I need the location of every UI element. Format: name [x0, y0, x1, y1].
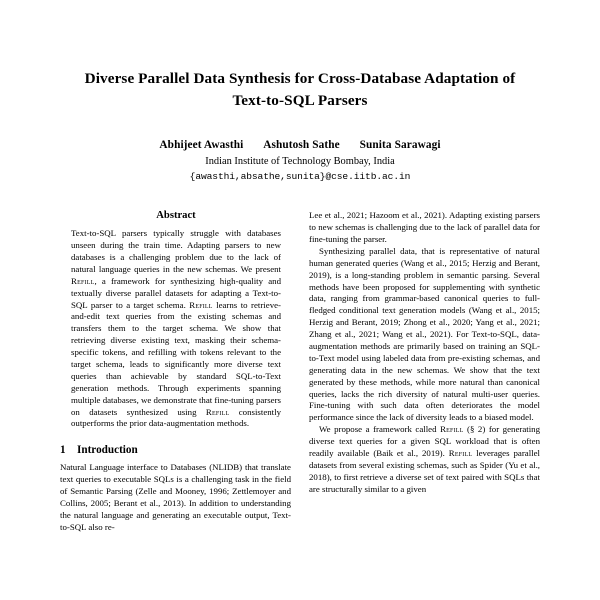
- acronym-refill: Refill: [205, 406, 230, 417]
- left-column: [60, 210, 291, 533]
- introduction-paragraph: Natural Language interface to Databases (NLIDB) that translate text queries to executable SQLs is a challenging task in the field of Semantic Parsing (Zelle and Mooney, 1996; Zettlemoyer and Collins, 2005; Berant et al., 2013). In addition to understanding the natural language and generating an executable output, Text-to-SQL also re-: [60, 462, 291, 532]
- author-3: Sunita Sarawagi: [359, 139, 441, 152]
- abstract-section: [60, 210, 291, 430]
- author-email: {awasthi,absathe,sunita}@cse.iitb.ac.in: [189, 171, 411, 183]
- body-columns: [60, 210, 540, 533]
- right-paragraph-2: Synthesizing parallel data, that is representative of natural human generated queries (Wang et al., 2015; Herzig and Berant, 2019), is a long-standing problem in semantic parsing. Several methods have been proposed for supplementing with synthetic data, ranging from grammar-based canonical queries to full-fledged conditional text generation models (Wang et al., 2015; Herzig and Berant, 2019; Zhong et al., 2020; Yang et al., 2021; Zhang et al., 2021; Wang et al., 2021). For Text-to-SQL, data-augmentation methods are primarily based on training an SQL-to-Text model using labeled data from pre-existing schemas, and generating data in the new schemas. We show that the text generated by these methods, while more natural than canonical queries, lacks the rich diversity of natural multi-user queries. Fine-tuning with such data often deteriorates the model performance since the lack of diversity leads to a biased model.: [309, 245, 540, 423]
- title-line-2: Text-to-SQL Parsers: [232, 91, 368, 109]
- author-1: Abhijeet Awasthi: [159, 139, 244, 152]
- acronym-refill: Refill: [189, 299, 213, 310]
- acronym-refill: Refill: [440, 424, 464, 435]
- abstract-heading: Abstract: [156, 210, 196, 222]
- acronym-refill: Refill: [71, 275, 95, 286]
- acronym-refill: Refill: [448, 447, 473, 458]
- author-names: [60, 139, 540, 151]
- title-line-1: Diverse Parallel Data Synthesis for Cross-Database Adaptation of: [84, 70, 516, 87]
- affiliation: Indian Institute of Technology Bombay, India: [205, 156, 395, 168]
- author-block: [60, 139, 540, 182]
- right-paragraph-3: We propose a framework called Refill (§ 2) for generating diverse text queries for a given SQL workload that is often readily available (Baik et al., 2019). Refill leverages parallel datasets from several existing schemas, such as Spider (Yu et al., 2018), to first retrieve a diverse set of text paired with SQLs that are structurally similar to a given: [309, 424, 540, 494]
- right-column: [309, 210, 540, 533]
- right-paragraph-1: Lee et al., 2021; Hazoom et al., 2021). Adapting existing parsers to new schemas is challenging due to the lack of parallel data for fine-tuning the parser.: [309, 210, 540, 244]
- author-2: Ashutosh Sathe: [263, 139, 340, 152]
- title-block: [60, 0, 540, 182]
- section-number: 1: [60, 444, 66, 457]
- abstract-paragraph: Text-to-SQL parsers typically struggle with databases unseen during the train time. Adapting parsers to new databases is a challenging problem due to the lack of natural language queries in the new schemas. We present Refill, a framework for synthesizing high-quality and textually diverse parallel datasets for adapting a Text-to-SQL parser to a target schema. Refill learns to retrieve-and-edit text queries from the existing schemas and transfers them to the target schema. We show that retrieving diverse existing text, masking their schema-specific tokens, and refilling with tokens relevant to the target schema, leads to significantly more diverse text queries than achievable by standard SQL-to-Text generation methods. Through experiments spanning multiple databases, we demonstrate that fine-tuning parsers on datasets synthesized using Refill consistently outperforms the prior data-augmentation methods.: [71, 228, 282, 429]
- section-title: Introduction: [77, 444, 138, 457]
- page-title: [60, 68, 540, 111]
- section-heading-introduction: [60, 444, 291, 456]
